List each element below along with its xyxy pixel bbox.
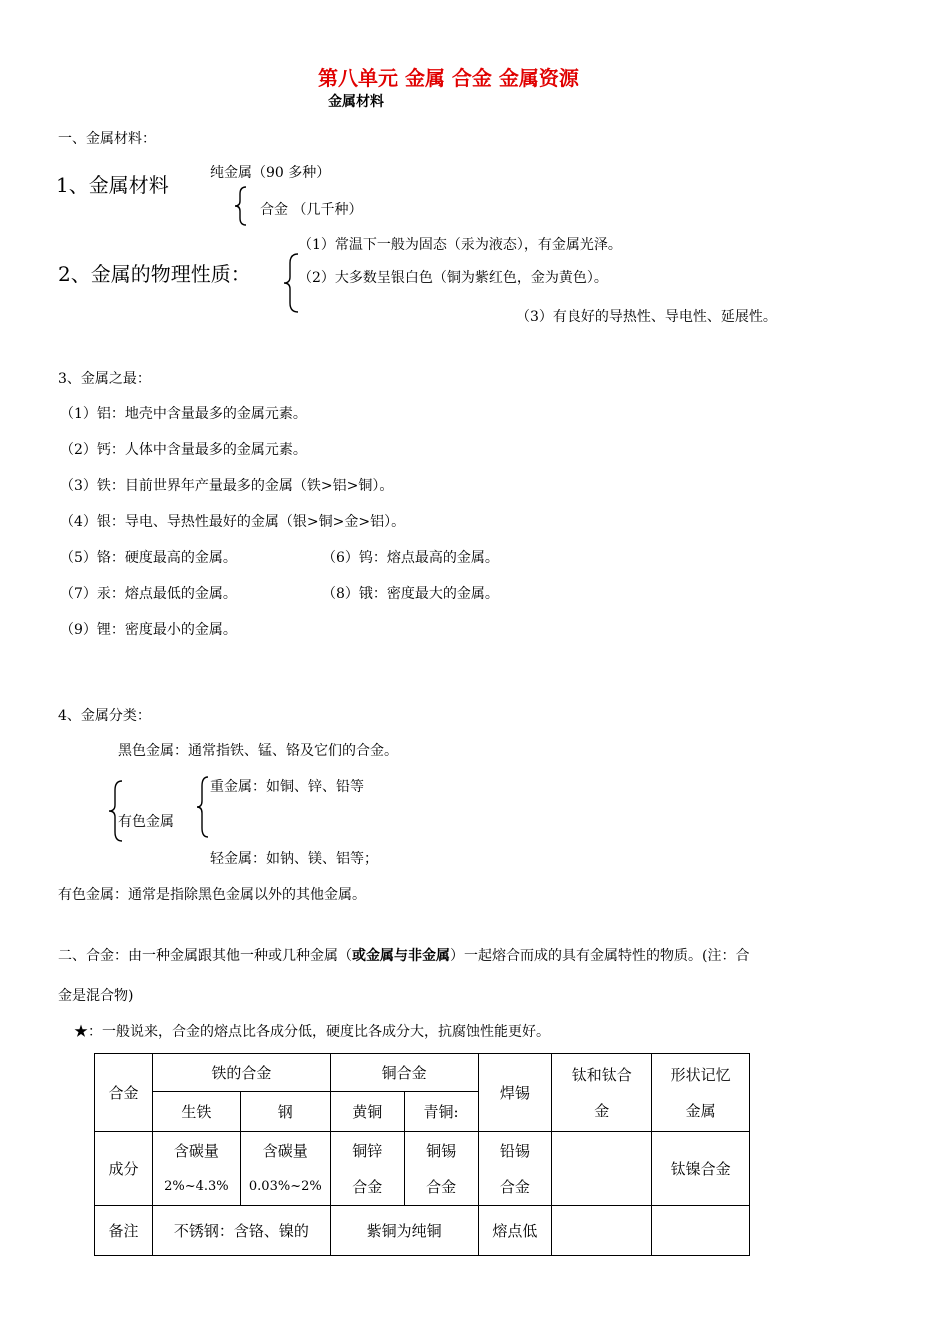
materials-brace-icon [234,186,248,226]
table-cell [330,1132,404,1206]
table-cell-line: 金属 [685,1101,716,1120]
superlative-item: （6）钨：熔点最高的金属。 [322,550,499,566]
alloy-definition-suffix: ）一起熔合而成的具有金属特性的物质。(注：合 [450,948,750,964]
alloy-definition-line2: 金是混合物) [58,988,134,1004]
table-cell-line: 合金 [426,1177,457,1196]
table-cell-line: 含碳量 [173,1141,219,1160]
table-cell [552,1132,652,1206]
table-cell-line: 合金 [499,1177,530,1196]
superlatives-heading: 3、金属之最： [58,371,151,387]
alloy-definition-bold: 或金属与非金属 [352,948,450,964]
page-title: 第八单元 金属 合金 金属资源 [318,66,579,90]
nonferrous-inner-brace-icon [196,776,210,838]
table-cell-line: 2%~4.3% [164,1178,229,1194]
table-cell: 合金 [95,1054,153,1132]
table-cell [478,1132,552,1206]
superlative-item: （7）汞：熔点最低的金属。 [60,586,237,602]
table-cell [240,1132,330,1206]
superlative-item: （3）铁：目前世界年产量最多的金属（铁>铝>铜）。 [60,478,394,494]
table-cell: 铜合金 [330,1054,478,1092]
section-heading-metal-materials: 一、金属材料： [58,131,156,147]
alloy-count-text: 合金 （几千种） [260,202,363,218]
table-cell: 焊锡 [478,1054,552,1132]
table-cell [152,1132,240,1206]
superlative-item: （1）铝：地壳中含量最多的金属元素。 [60,406,307,422]
table-cell [652,1054,750,1132]
pure-metal-text: 纯金属（90 多种） [210,165,331,181]
superlative-item: （8）锇：密度最大的金属。 [322,586,499,602]
physical-item-2: （2）大多数呈银白色（铜为紫红色，金为黄色）。 [298,270,608,286]
light-metal-text: 轻金属：如钠、镁、铝等； [210,851,378,867]
table-cell: 成分 [95,1132,153,1206]
table-cell-line: 含碳量 [262,1141,308,1160]
alloy-table [94,1053,750,1256]
table-cell [652,1206,750,1256]
table-cell-line: 铅锡 [499,1141,530,1160]
table-cell: 不锈钢：含铬、镍的 [152,1206,330,1256]
classification-heading: 4、金属分类： [58,708,151,724]
physical-properties-label: 2、金属的物理性质： [58,262,251,286]
table-row [95,1132,750,1206]
table-cell [404,1132,478,1206]
table-cell: 熔点低 [478,1206,552,1256]
table-cell: 生铁 [152,1092,240,1132]
alloy-definition [58,945,749,965]
table-cell [552,1206,652,1256]
table-cell-line: 金 [594,1101,610,1120]
superlative-item: （4）银：导电、导热性最好的金属（银>铜>金>铝）。 [60,514,406,530]
table-cell: 钢 [240,1092,330,1132]
superlative-item: （2）钙：人体中含量最多的金属元素。 [60,442,307,458]
physical-item-1: （1）常温下一般为固态（汞为液态），有金属光泽。 [298,237,622,253]
table-cell: 备注 [95,1206,153,1256]
table-cell: 青铜: [404,1092,478,1132]
table-cell-line: 形状记忆 [670,1065,731,1084]
page-subtitle: 金属材料 [328,94,384,110]
table-cell: 钛镍合金 [652,1132,750,1206]
nonferrous-definition: 有色金属：通常是指除黑色金属以外的其他金属。 [58,887,366,903]
table-row [95,1054,750,1092]
heavy-metal-text: 重金属：如铜、锌、铅等 [210,779,364,795]
table-cell: 紫铜为纯铜 [330,1206,478,1256]
materials-label: 1、金属材料 [56,173,169,197]
superlative-item: （5）铬：硬度最高的金属。 [60,550,237,566]
table-cell-line: 合金 [352,1177,383,1196]
table-cell-line: 铜锡 [426,1141,457,1160]
alloy-definition-prefix: 二、合金：由一种金属跟其他一种或几种金属（ [58,948,352,964]
physical-item-3: （3）有良好的导热性、导电性、延展性。 [516,309,777,325]
table-row [95,1206,750,1256]
table-cell-line: 铜锌 [352,1141,383,1160]
table-cell: 黄铜 [330,1092,404,1132]
ferrous-metal-text: 黑色金属：通常指铁、锰、铬及它们的合金。 [118,743,398,759]
table-cell-line: 0.03%~2% [248,1178,322,1194]
nonferrous-metal-label: 有色金属 [118,814,174,830]
superlative-item: （9）锂：密度最小的金属。 [60,622,237,638]
table-cell: 铁的合金 [152,1054,330,1092]
table-cell [552,1054,652,1132]
table-cell-line: 钛和钛合 [571,1065,632,1084]
alloy-star-note: ★：一般说来，合金的熔点比各成分低，硬度比各成分大，抗腐蚀性能更好。 [74,1024,550,1040]
